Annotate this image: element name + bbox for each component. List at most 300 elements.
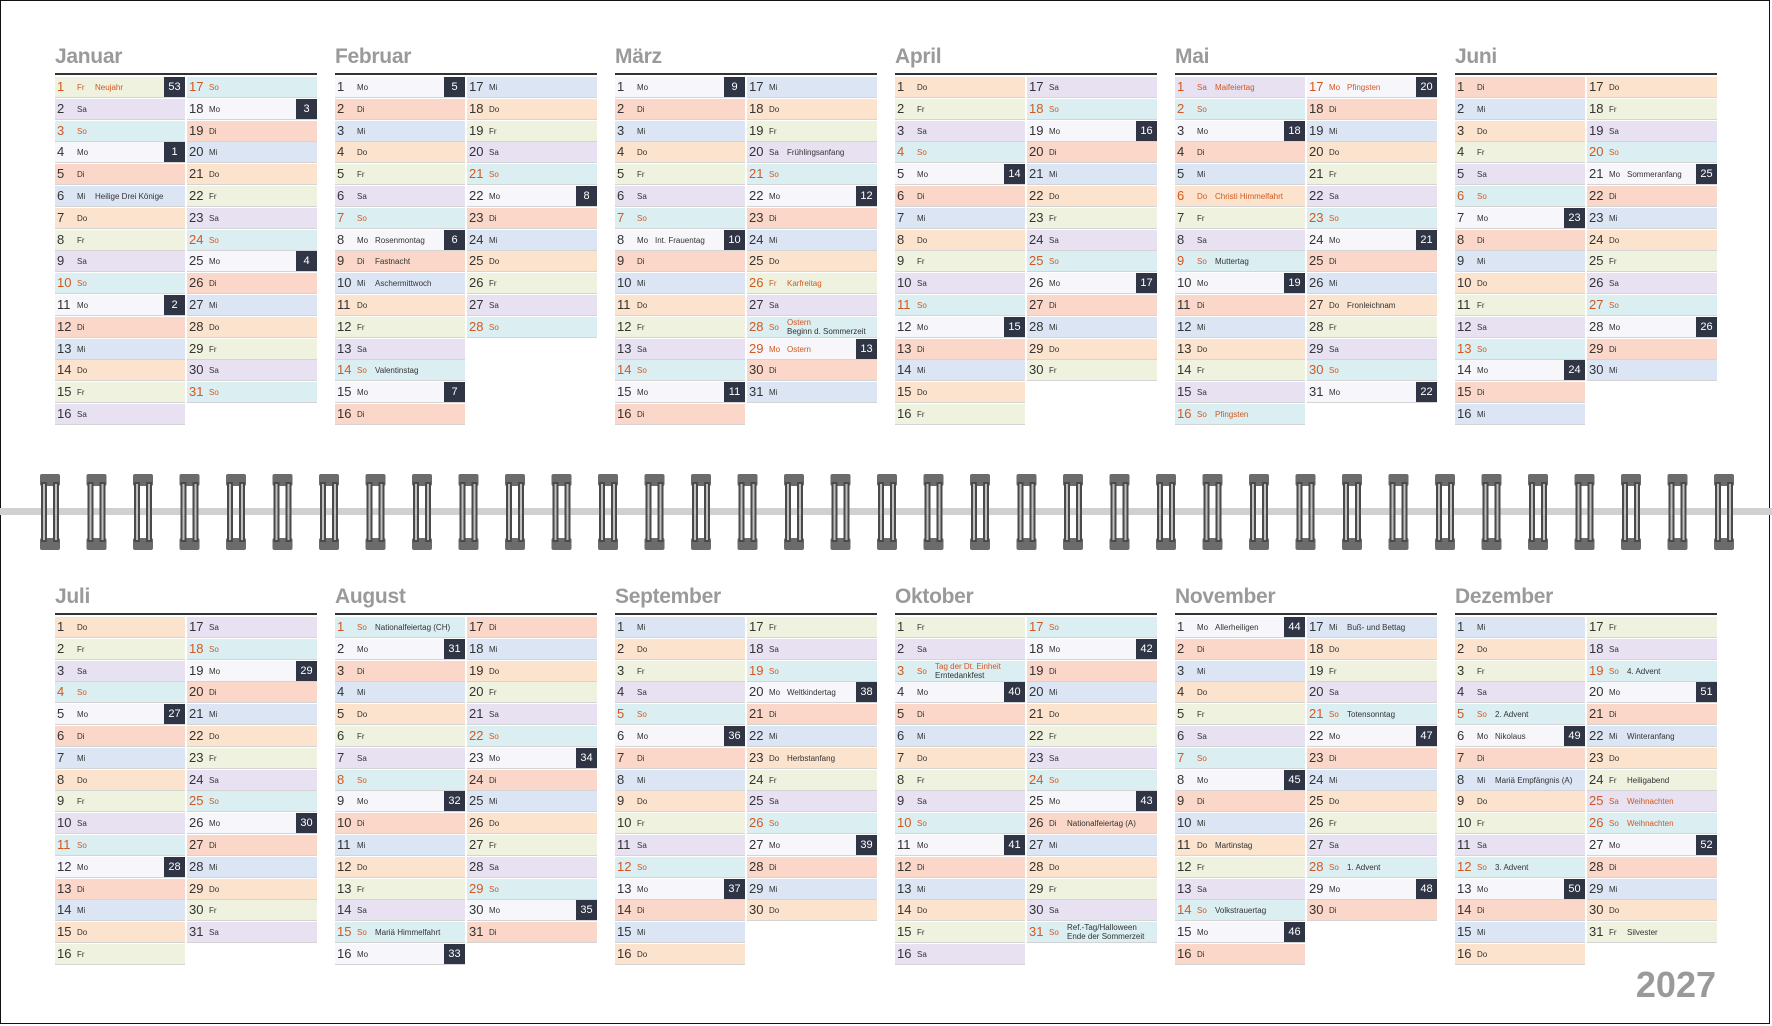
day-row[interactable] — [187, 639, 317, 660]
day-row[interactable] — [1027, 142, 1157, 163]
day-row[interactable] — [335, 317, 465, 338]
day-row[interactable] — [467, 682, 597, 703]
day-row[interactable] — [1175, 382, 1305, 403]
day-row[interactable] — [895, 230, 1025, 251]
day-row[interactable] — [1307, 770, 1437, 791]
day-row[interactable] — [895, 639, 1025, 660]
day-row[interactable] — [895, 835, 1025, 856]
day-row[interactable] — [1455, 317, 1585, 338]
day-row[interactable] — [895, 944, 1025, 965]
day-row[interactable] — [895, 382, 1025, 403]
day-row[interactable] — [1175, 339, 1305, 360]
day-row[interactable] — [1587, 121, 1717, 142]
day-row[interactable] — [895, 339, 1025, 360]
day-row[interactable] — [1175, 251, 1305, 272]
day-row[interactable] — [55, 879, 185, 900]
day-row[interactable] — [1027, 661, 1157, 682]
day-row[interactable] — [1587, 900, 1717, 921]
day-row[interactable] — [1455, 121, 1585, 142]
day-row[interactable] — [1455, 142, 1585, 163]
day-row[interactable] — [1587, 835, 1717, 856]
day-row[interactable] — [55, 382, 185, 403]
day-row[interactable] — [467, 704, 597, 725]
day-row[interactable] — [1175, 682, 1305, 703]
day-row[interactable] — [55, 404, 185, 425]
day-row[interactable] — [1455, 404, 1585, 425]
day-row[interactable] — [1307, 661, 1437, 682]
day-row[interactable] — [747, 273, 877, 294]
day-row[interactable] — [1307, 835, 1437, 856]
day-row[interactable] — [895, 317, 1025, 338]
day-row[interactable] — [1587, 770, 1717, 791]
day-row[interactable] — [1027, 791, 1157, 812]
day-row[interactable] — [55, 857, 185, 878]
day-row[interactable] — [895, 273, 1025, 294]
day-row[interactable] — [1455, 382, 1585, 403]
day-row[interactable] — [1307, 791, 1437, 812]
day-row[interactable] — [467, 251, 597, 272]
day-row[interactable] — [1027, 639, 1157, 660]
day-row[interactable] — [615, 208, 745, 229]
day-row[interactable] — [1175, 186, 1305, 207]
day-row[interactable] — [187, 835, 317, 856]
day-row[interactable] — [615, 382, 745, 403]
day-row[interactable] — [187, 682, 317, 703]
day-row[interactable] — [747, 813, 877, 834]
day-row[interactable] — [615, 639, 745, 660]
day-row[interactable] — [615, 360, 745, 381]
day-row[interactable] — [1307, 317, 1437, 338]
day-row[interactable] — [1175, 639, 1305, 660]
day-row[interactable] — [55, 791, 185, 812]
day-row[interactable] — [1587, 295, 1717, 316]
day-row[interactable] — [615, 900, 745, 921]
day-row[interactable] — [747, 251, 877, 272]
day-row[interactable] — [895, 99, 1025, 120]
day-row[interactable] — [747, 726, 877, 747]
day-row[interactable] — [1027, 726, 1157, 747]
day-row[interactable] — [467, 791, 597, 812]
day-row[interactable] — [467, 661, 597, 682]
day-row[interactable] — [747, 748, 877, 769]
day-row[interactable] — [747, 230, 877, 251]
day-row[interactable] — [1307, 77, 1437, 98]
day-row[interactable] — [1307, 208, 1437, 229]
day-row[interactable] — [187, 77, 317, 98]
day-row[interactable] — [1587, 186, 1717, 207]
day-row[interactable] — [747, 682, 877, 703]
day-row[interactable] — [1455, 835, 1585, 856]
day-row[interactable] — [335, 208, 465, 229]
day-row[interactable] — [187, 704, 317, 725]
day-row[interactable] — [1587, 77, 1717, 98]
day-row[interactable] — [1455, 813, 1585, 834]
day-row[interactable] — [187, 382, 317, 403]
day-row[interactable] — [1587, 661, 1717, 682]
day-row[interactable] — [55, 77, 185, 98]
day-row[interactable] — [615, 142, 745, 163]
day-row[interactable] — [1307, 164, 1437, 185]
day-row[interactable] — [1175, 726, 1305, 747]
day-row[interactable] — [895, 164, 1025, 185]
day-row[interactable] — [1175, 857, 1305, 878]
day-row[interactable] — [1175, 404, 1305, 425]
day-row[interactable] — [1027, 682, 1157, 703]
day-row[interactable] — [1175, 900, 1305, 921]
day-row[interactable] — [1455, 770, 1585, 791]
day-row[interactable] — [615, 273, 745, 294]
day-row[interactable] — [467, 273, 597, 294]
day-row[interactable] — [55, 186, 185, 207]
day-row[interactable] — [467, 726, 597, 747]
day-row[interactable] — [1027, 121, 1157, 142]
day-row[interactable] — [187, 339, 317, 360]
day-row[interactable] — [1307, 99, 1437, 120]
day-row[interactable] — [467, 770, 597, 791]
day-row[interactable] — [747, 142, 877, 163]
day-row[interactable] — [1027, 186, 1157, 207]
day-row[interactable] — [1175, 142, 1305, 163]
day-row[interactable] — [1175, 770, 1305, 791]
day-row[interactable] — [55, 121, 185, 142]
day-row[interactable] — [1587, 273, 1717, 294]
day-row[interactable] — [615, 813, 745, 834]
day-row[interactable] — [335, 99, 465, 120]
day-row[interactable] — [1307, 726, 1437, 747]
day-row[interactable] — [1455, 748, 1585, 769]
day-row[interactable] — [895, 748, 1025, 769]
day-row[interactable] — [895, 404, 1025, 425]
day-row[interactable] — [895, 186, 1025, 207]
day-row[interactable] — [187, 295, 317, 316]
day-row[interactable] — [747, 164, 877, 185]
day-row[interactable] — [895, 360, 1025, 381]
day-row[interactable] — [615, 770, 745, 791]
day-row[interactable] — [335, 404, 465, 425]
day-row[interactable] — [55, 835, 185, 856]
day-row[interactable] — [1027, 295, 1157, 316]
day-row[interactable] — [335, 661, 465, 682]
day-row[interactable] — [615, 121, 745, 142]
day-row[interactable] — [1455, 879, 1585, 900]
day-row[interactable] — [895, 77, 1025, 98]
day-row[interactable] — [335, 142, 465, 163]
day-row[interactable] — [747, 360, 877, 381]
day-row[interactable] — [1455, 230, 1585, 251]
day-row[interactable] — [615, 295, 745, 316]
day-row[interactable] — [55, 922, 185, 943]
day-row[interactable] — [747, 639, 877, 660]
day-row[interactable] — [1455, 661, 1585, 682]
day-row[interactable] — [335, 770, 465, 791]
day-row[interactable] — [615, 704, 745, 725]
day-row[interactable] — [1307, 339, 1437, 360]
day-row[interactable] — [187, 251, 317, 272]
day-row[interactable] — [55, 661, 185, 682]
day-row[interactable] — [1307, 230, 1437, 251]
day-row[interactable] — [1027, 617, 1157, 638]
day-row[interactable] — [55, 813, 185, 834]
day-row[interactable] — [895, 857, 1025, 878]
day-row[interactable] — [615, 230, 745, 251]
day-row[interactable] — [335, 164, 465, 185]
day-row[interactable] — [1027, 230, 1157, 251]
day-row[interactable] — [1455, 99, 1585, 120]
day-row[interactable] — [1027, 900, 1157, 921]
day-row[interactable] — [187, 164, 317, 185]
day-row[interactable] — [1175, 99, 1305, 120]
day-row[interactable] — [187, 317, 317, 338]
day-row[interactable] — [1587, 922, 1717, 943]
day-row[interactable] — [1587, 360, 1717, 381]
day-row[interactable] — [895, 791, 1025, 812]
day-row[interactable] — [1455, 77, 1585, 98]
day-row[interactable] — [1175, 791, 1305, 812]
day-row[interactable] — [187, 791, 317, 812]
day-row[interactable] — [615, 404, 745, 425]
day-row[interactable] — [615, 617, 745, 638]
day-row[interactable] — [335, 704, 465, 725]
day-row[interactable] — [1587, 208, 1717, 229]
day-row[interactable] — [467, 879, 597, 900]
day-row[interactable] — [1175, 879, 1305, 900]
day-row[interactable] — [55, 339, 185, 360]
day-row[interactable] — [1027, 273, 1157, 294]
day-row[interactable] — [1175, 944, 1305, 965]
day-row[interactable] — [1027, 208, 1157, 229]
day-row[interactable] — [467, 317, 597, 338]
day-row[interactable] — [615, 726, 745, 747]
day-row[interactable] — [895, 208, 1025, 229]
day-row[interactable] — [1455, 617, 1585, 638]
day-row[interactable] — [1587, 682, 1717, 703]
day-row[interactable] — [747, 382, 877, 403]
day-row[interactable] — [1027, 813, 1157, 834]
day-row[interactable] — [1027, 99, 1157, 120]
day-row[interactable] — [1587, 857, 1717, 878]
day-row[interactable] — [615, 682, 745, 703]
day-row[interactable] — [895, 661, 1025, 682]
day-row[interactable] — [895, 900, 1025, 921]
day-row[interactable] — [335, 813, 465, 834]
day-row[interactable] — [335, 857, 465, 878]
day-row[interactable] — [1027, 317, 1157, 338]
day-row[interactable] — [1175, 295, 1305, 316]
day-row[interactable] — [895, 922, 1025, 943]
day-row[interactable] — [747, 661, 877, 682]
day-row[interactable] — [747, 121, 877, 142]
day-row[interactable] — [55, 142, 185, 163]
day-row[interactable] — [1027, 857, 1157, 878]
day-row[interactable] — [335, 77, 465, 98]
day-row[interactable] — [187, 360, 317, 381]
day-row[interactable] — [747, 186, 877, 207]
day-row[interactable] — [55, 164, 185, 185]
day-row[interactable] — [1587, 339, 1717, 360]
day-row[interactable] — [747, 857, 877, 878]
day-row[interactable] — [895, 813, 1025, 834]
day-row[interactable] — [1587, 251, 1717, 272]
day-row[interactable] — [1175, 273, 1305, 294]
day-row[interactable] — [1587, 99, 1717, 120]
day-row[interactable] — [1027, 770, 1157, 791]
day-row[interactable] — [1455, 639, 1585, 660]
day-row[interactable] — [1455, 922, 1585, 943]
day-row[interactable] — [1307, 251, 1437, 272]
day-row[interactable] — [747, 835, 877, 856]
day-row[interactable] — [1307, 639, 1437, 660]
day-row[interactable] — [895, 121, 1025, 142]
day-row[interactable] — [1455, 726, 1585, 747]
day-row[interactable] — [55, 295, 185, 316]
day-row[interactable] — [1455, 339, 1585, 360]
day-row[interactable] — [1455, 791, 1585, 812]
day-row[interactable] — [1587, 617, 1717, 638]
day-row[interactable] — [895, 295, 1025, 316]
day-row[interactable] — [747, 317, 877, 338]
day-row[interactable] — [1027, 339, 1157, 360]
day-row[interactable] — [335, 639, 465, 660]
day-row[interactable] — [895, 726, 1025, 747]
day-row[interactable] — [335, 339, 465, 360]
day-row[interactable] — [747, 339, 877, 360]
day-row[interactable] — [1455, 251, 1585, 272]
day-row[interactable] — [1587, 230, 1717, 251]
day-row[interactable] — [1175, 317, 1305, 338]
day-row[interactable] — [467, 208, 597, 229]
day-row[interactable] — [187, 879, 317, 900]
day-row[interactable] — [55, 99, 185, 120]
day-row[interactable] — [615, 77, 745, 98]
day-row[interactable] — [55, 273, 185, 294]
day-row[interactable] — [1587, 813, 1717, 834]
day-row[interactable] — [187, 186, 317, 207]
day-row[interactable] — [467, 121, 597, 142]
day-row[interactable] — [335, 726, 465, 747]
day-row[interactable] — [895, 682, 1025, 703]
day-row[interactable] — [1455, 208, 1585, 229]
day-row[interactable] — [335, 382, 465, 403]
day-row[interactable] — [1307, 748, 1437, 769]
day-row[interactable] — [55, 726, 185, 747]
day-row[interactable] — [1027, 835, 1157, 856]
day-row[interactable] — [55, 748, 185, 769]
day-row[interactable] — [1175, 164, 1305, 185]
day-row[interactable] — [747, 99, 877, 120]
day-row[interactable] — [335, 295, 465, 316]
day-row[interactable] — [55, 317, 185, 338]
day-row[interactable] — [187, 922, 317, 943]
day-row[interactable] — [467, 295, 597, 316]
day-row[interactable] — [1175, 77, 1305, 98]
day-row[interactable] — [335, 186, 465, 207]
day-row[interactable] — [1175, 360, 1305, 381]
day-row[interactable] — [467, 230, 597, 251]
day-row[interactable] — [1455, 164, 1585, 185]
day-row[interactable] — [335, 944, 465, 965]
day-row[interactable] — [747, 77, 877, 98]
day-row[interactable] — [1307, 295, 1437, 316]
day-row[interactable] — [1307, 704, 1437, 725]
day-row[interactable] — [1175, 121, 1305, 142]
day-row[interactable] — [1455, 360, 1585, 381]
day-row[interactable] — [467, 900, 597, 921]
day-row[interactable] — [55, 617, 185, 638]
day-row[interactable] — [335, 922, 465, 943]
day-row[interactable] — [467, 922, 597, 943]
day-row[interactable] — [1307, 617, 1437, 638]
day-row[interactable] — [187, 813, 317, 834]
day-row[interactable] — [187, 273, 317, 294]
day-row[interactable] — [467, 857, 597, 878]
day-row[interactable] — [615, 186, 745, 207]
day-row[interactable] — [335, 791, 465, 812]
day-row[interactable] — [467, 186, 597, 207]
day-row[interactable] — [895, 704, 1025, 725]
day-row[interactable] — [335, 251, 465, 272]
day-row[interactable] — [187, 208, 317, 229]
day-row[interactable] — [615, 857, 745, 878]
day-row[interactable] — [467, 617, 597, 638]
day-row[interactable] — [747, 770, 877, 791]
day-row[interactable] — [1027, 704, 1157, 725]
day-row[interactable] — [335, 682, 465, 703]
day-row[interactable] — [467, 748, 597, 769]
day-row[interactable] — [187, 857, 317, 878]
day-row[interactable] — [1587, 704, 1717, 725]
day-row[interactable] — [615, 879, 745, 900]
day-row[interactable] — [615, 164, 745, 185]
day-row[interactable] — [1307, 273, 1437, 294]
day-row[interactable] — [335, 835, 465, 856]
day-row[interactable] — [1027, 360, 1157, 381]
day-row[interactable] — [1175, 704, 1305, 725]
day-row[interactable] — [1455, 295, 1585, 316]
day-row[interactable] — [1027, 748, 1157, 769]
day-row[interactable] — [55, 639, 185, 660]
day-row[interactable] — [55, 251, 185, 272]
day-row[interactable] — [335, 900, 465, 921]
day-row[interactable] — [615, 317, 745, 338]
day-row[interactable] — [1455, 704, 1585, 725]
day-row[interactable] — [335, 748, 465, 769]
day-row[interactable] — [335, 230, 465, 251]
day-row[interactable] — [1587, 726, 1717, 747]
day-row[interactable] — [55, 360, 185, 381]
day-row[interactable] — [747, 295, 877, 316]
day-row[interactable] — [615, 922, 745, 943]
day-row[interactable] — [187, 617, 317, 638]
day-row[interactable] — [1307, 682, 1437, 703]
day-row[interactable] — [335, 121, 465, 142]
day-row[interactable] — [1175, 922, 1305, 943]
day-row[interactable] — [467, 142, 597, 163]
day-row[interactable] — [1027, 922, 1157, 943]
day-row[interactable] — [747, 900, 877, 921]
day-row[interactable] — [1455, 900, 1585, 921]
day-row[interactable] — [1307, 121, 1437, 142]
day-row[interactable] — [895, 142, 1025, 163]
day-row[interactable] — [1175, 617, 1305, 638]
day-row[interactable] — [1027, 164, 1157, 185]
day-row[interactable] — [1587, 639, 1717, 660]
day-row[interactable] — [747, 704, 877, 725]
day-row[interactable] — [187, 230, 317, 251]
day-row[interactable] — [1587, 317, 1717, 338]
day-row[interactable] — [187, 748, 317, 769]
day-row[interactable] — [1027, 251, 1157, 272]
day-row[interactable] — [187, 142, 317, 163]
